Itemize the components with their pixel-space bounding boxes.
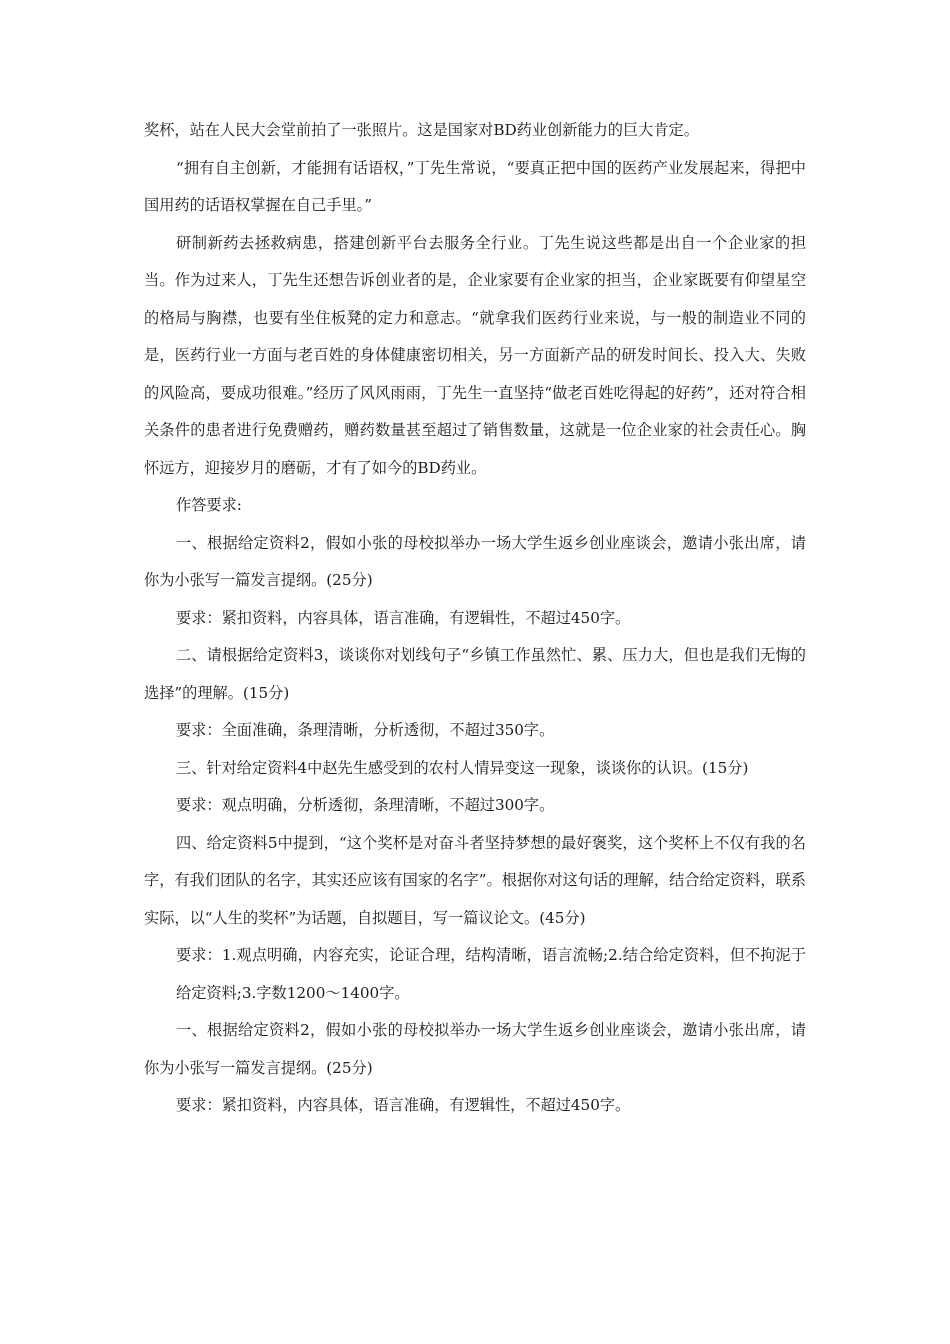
question-3: 三、针对给定资料4中赵先生感受到的农村人情异变这一现象，谈谈你的认识。(15分) [176,758,749,777]
paragraph-trophy-photo: 奖杯，站在人民大会堂前拍了一张照片。这是国家对BD药业创新能力的巨大肯定。 [144,121,699,139]
document-body [144,112,806,1125]
question-1-repeat: 一、根据给定资料2，假如小张的母校拟举办一场大学生返乡创业座谈会，邀请小张出席，请你为小张写一篇发言提纲。(25分) [144,1021,806,1077]
paragraph-innovation-quote: “拥有自主创新，才能拥有话语权，”丁先生常说，“要真正把中国的医药产业发展起来，得把中国用药的话语权掌握在自己手里。” [144,158,806,214]
question-2-requirement: 要求：全面准确，条理清晰，分析透彻，不超过350字。 [176,721,555,739]
question-2: 二、请根据给定资料3，谈谈你对划线句子“乡镇工作虽然忙、累、压力大，但也是我们无悔的选择”的理解。(15分) [144,646,806,702]
question-1: 一、根据给定资料2，假如小张的母校拟举办一场大学生返乡创业座谈会，邀请小张出席，请你为小张写一篇发言提纲。(25分) [144,533,806,589]
question-1-requirement-repeat: 要求：紧扣资料，内容具体，语言准确，有逻辑性，不超过450字。 [176,1096,631,1114]
question-4-requirement: 要求：1.观点明确，内容充实，论证合理，结构清晰，语言流畅;2.结合给定资料，但不拘泥于给定资料;3.字数1200～1400字。 [176,946,806,1002]
question-3-requirement: 要求：观点明确，分析透彻，条理清晰，不超过300字。 [176,796,555,814]
question-1-requirement: 要求：紧扣资料，内容具体，语言准确，有逻辑性，不超过450字。 [176,608,631,627]
answer-requirements-heading: 作答要求: [176,496,242,514]
paragraph-entrepreneur-responsibility: 研制新药去拯救病患，搭建创新平台去服务全行业。丁先生说这些都是出自一个企业家的担当。作为过来人，丁先生还想告诉创业者的是，企业家要有企业家的担当，企业家既要有仰望星空的格局与胸襟，也要有坐住板凳的定力和意志。“就拿我们医药行业来说，与一般的制造业不同的是，医药行业一方面与老百姓的身体健康密切相关，另一方面新产品的研发时间长、投入大、失败的风险高，要成功很难。”经历了风风雨雨，丁先生一直坚持“做老百姓吃得起的好药”，还对符合相关条件的患者进行免费赠药，赠药数量甚至超过了销售数量，这就是一位企业家的社会责任心。胸怀远方，迎接岁月的磨砺，才有了如今的BD药业。 [144,233,806,477]
question-4: 四、给定资料5中提到，“这个奖杯是对奋斗者坚持梦想的最好褒奖，这个奖杯上不仅有我的名字，有我们团队的名字，其实还应该有国家的名字”。根据你对这句话的理解，结合给定资料，联系实际，以“人生的奖杯”为话题，自拟题目，写一篇议论文。(45分) [144,833,806,927]
